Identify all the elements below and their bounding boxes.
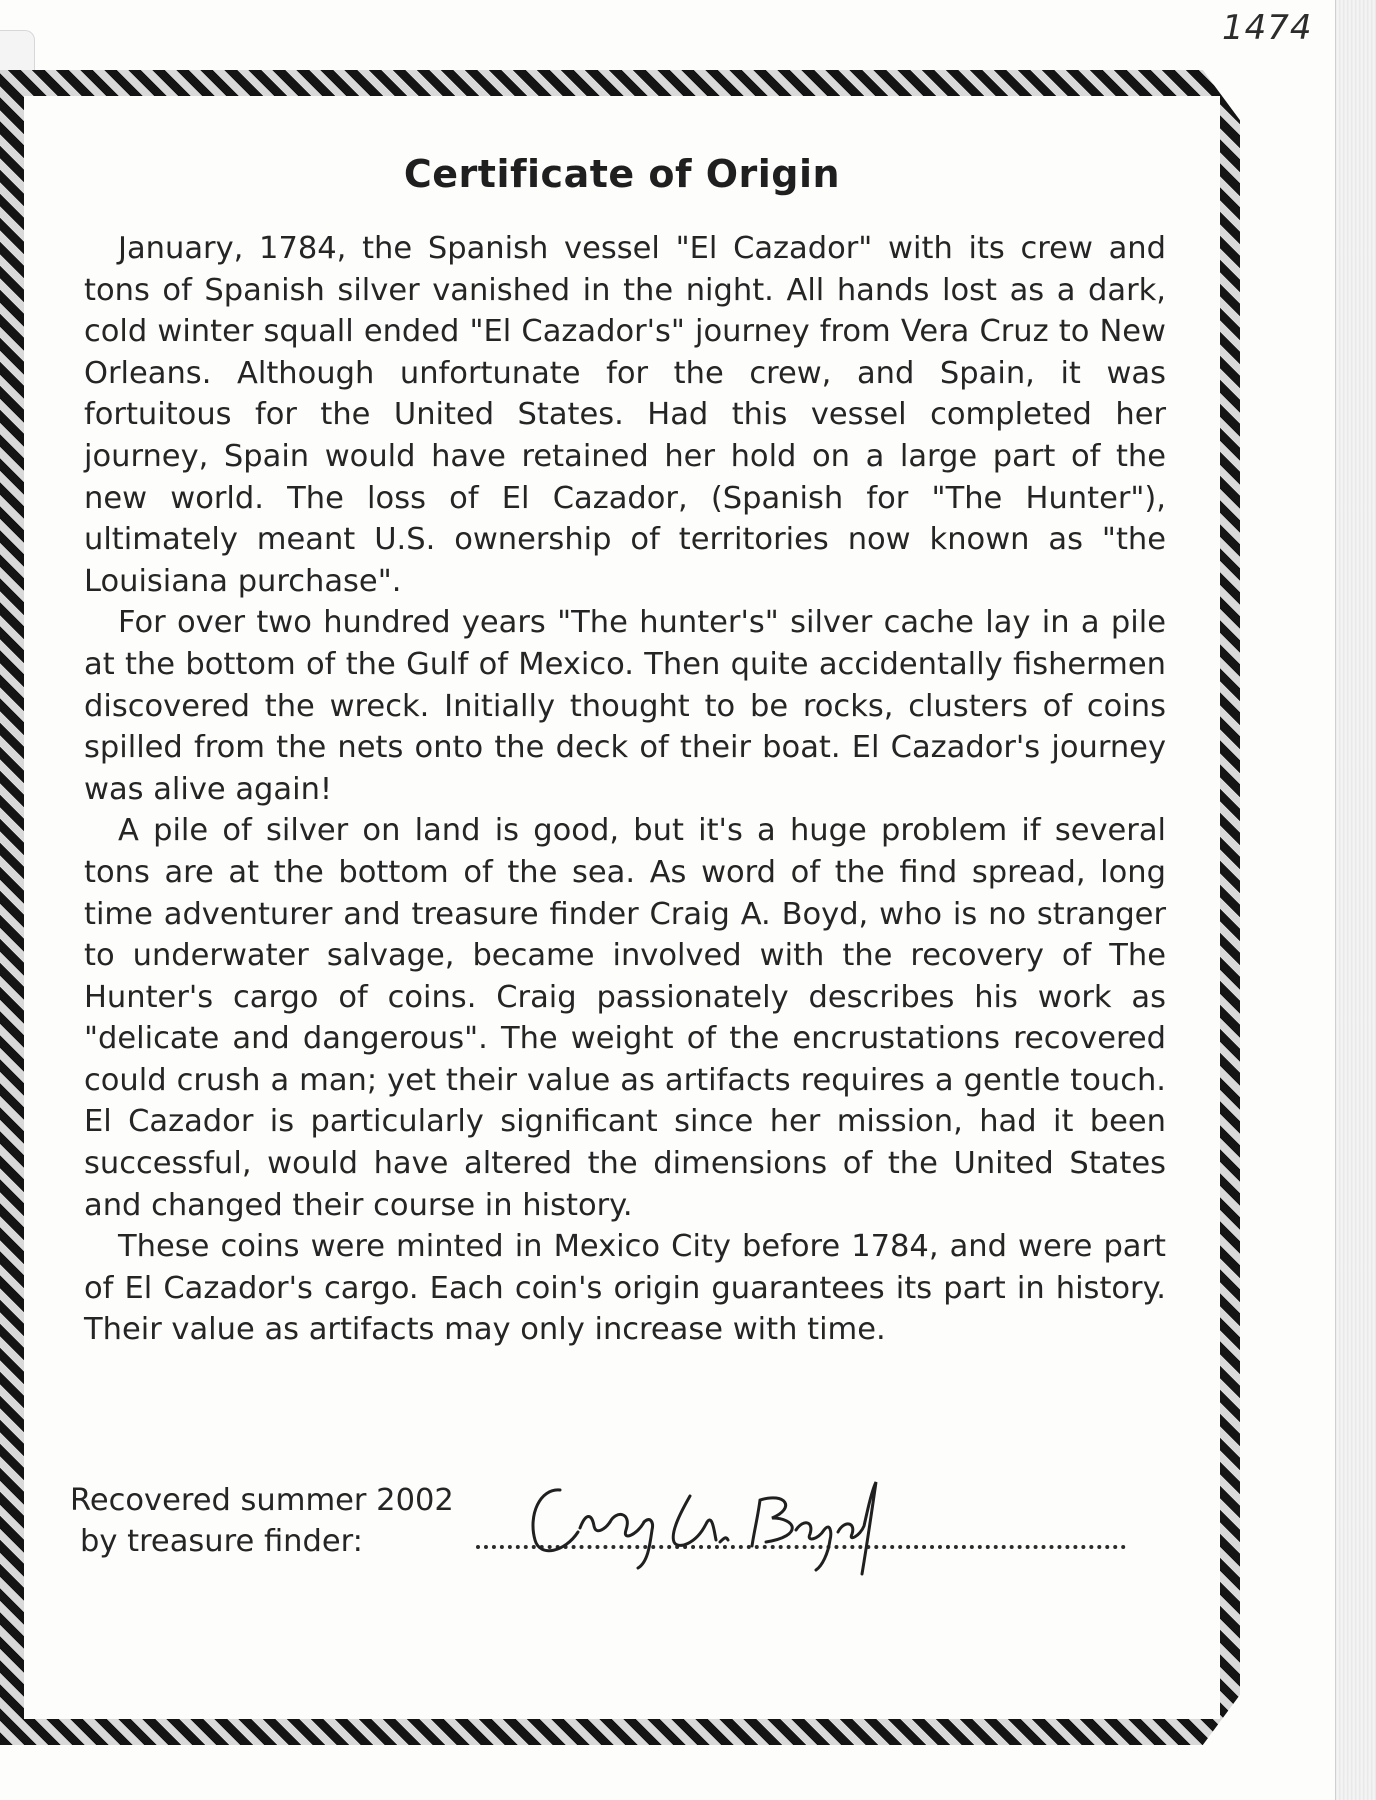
paragraph-2: For over two hundred years "The hunter's" silver cache lay in a pile at the bottom of the Gulf of Mexico. Then quite accidentally fishermen discovered the wreck. Initially thought to be rocks, clusters of coins spilled from the nets onto the deck of their boat. El Cazador's journey was alive again! <box>84 605 1166 807</box>
paragraph-3: A pile of silver on land is good, but it's a huge problem if several tons are at the bottom of the sea. As word of the find spread, long time adventurer and treasure finder Craig A. Boyd, who is no stranger to underwater salvage, became involved with the recovery of The Hunter's cargo of coins. Craig passionately describes his work as "delicate and dangerous". The weight of the encrustations recovered could crush a man; yet their value as artifacts requires a gentle touch. El Cazador is particularly significant since her mission, had it been successful, would have altered the dimensions of the United States and changed their course in history. <box>84 813 1166 1223</box>
certificate-text <box>84 228 1166 1351</box>
recovered-line: Recovered summer 2002 <box>70 1483 454 1518</box>
recovery-label <box>70 1480 454 1562</box>
certificate-title: Certificate of Origin <box>403 152 841 196</box>
paragraph-1: January, 1784, the Spanish vessel "El Cazador" with its crew and tons of Spanish silver vanished in the night. All hands lost as a dark, cold winter squall ended "El Cazador's" journey from Vera Cruz to New Orleans. Although unfortunate for the crew, and Spain, it was fortuitous for the United States. Had this vessel completed her journey, Spain would have retained her hold on a large part of the new world. The loss of El Cazador, (Spanish for "The Hunter"), ultimately meant U.S. ownership of territories now known as "the Louisiana purchase". <box>84 231 1166 599</box>
page-number: 1474 <box>1222 8 1313 48</box>
paragraph-4: These coins were minted in Mexico City before 1784, and were part of El Cazador's cargo. Each coin's origin guarantees its part in history. Their value as artifacts may only increase with time. <box>84 1229 1166 1348</box>
finder-line: by treasure finder: <box>80 1524 363 1559</box>
signature <box>520 1470 940 1580</box>
scan-edge-strip <box>1335 0 1376 1800</box>
